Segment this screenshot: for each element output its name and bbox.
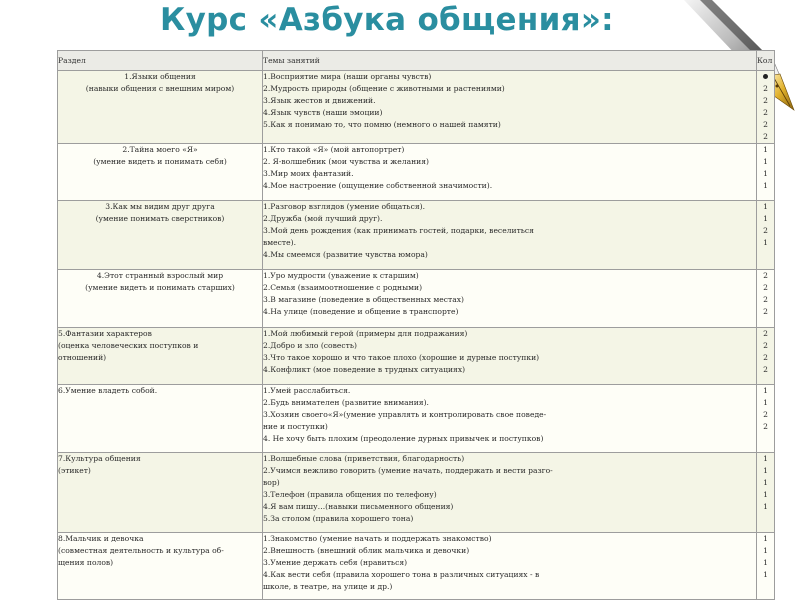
table-row bbox=[58, 201, 775, 270]
section-text: (совместная деятельность и культура об- bbox=[58, 546, 224, 555]
section-cell bbox=[58, 270, 263, 328]
count-value: 1 bbox=[763, 214, 768, 223]
topic-text: 4.Я вам пишу…(навыки письменного общения) bbox=[263, 502, 454, 511]
topic-text: 3.Мир моих фантазий. bbox=[263, 169, 354, 178]
header-count: Кол bbox=[757, 51, 775, 71]
table-row bbox=[58, 385, 775, 453]
topic-text: 5.За столом (правила хорошего тона) bbox=[263, 514, 414, 523]
section-text: (умение видеть и понимать старших) bbox=[85, 283, 235, 292]
count-value: 2 bbox=[763, 410, 768, 419]
section-text: (оценка человеческих поступков и bbox=[58, 341, 199, 350]
count-value: 1 bbox=[763, 534, 768, 543]
topics-cell bbox=[263, 270, 757, 328]
topic-text: 4.Язык чувств (наши эмоции) bbox=[263, 108, 383, 117]
section-text: 7.Культура общения bbox=[58, 454, 141, 463]
count-value: 2 bbox=[763, 283, 768, 292]
count-value: 1 bbox=[763, 238, 768, 247]
topics-cell bbox=[263, 71, 757, 144]
topic-text: 2.Внешность (внешний облик мальчика и девочки) bbox=[263, 546, 470, 555]
count-value: 2 bbox=[763, 271, 768, 280]
topic-text: 3.Что такое хорошо и что такое плохо (хорошие и дурные поступки) bbox=[263, 353, 540, 362]
table-row bbox=[58, 328, 775, 385]
topic-text: вор) bbox=[263, 478, 280, 487]
section-text: 4.Этот странный взрослый мир bbox=[96, 271, 224, 280]
topic-text: 3.Умение держать себя (нравиться) bbox=[263, 558, 408, 567]
page-title: Курс «Азбука общения»: bbox=[160, 2, 614, 38]
topics-cell bbox=[263, 201, 757, 270]
count-cell bbox=[757, 385, 775, 453]
topic-text: 4.Как вести себя (правила хорошего тона в различных ситуациях - в bbox=[263, 570, 540, 579]
topics-cell bbox=[263, 328, 757, 385]
count-value: 2 bbox=[763, 307, 768, 316]
topic-text: школе, в театре, на улице и др.) bbox=[263, 582, 393, 591]
topic-text: 3.Хозяин своего«Я»(умение управлять и контролировать свое поведе- bbox=[263, 410, 547, 419]
count-value: 2 bbox=[763, 295, 768, 304]
count-value: 1 bbox=[763, 386, 768, 395]
section-cell bbox=[58, 201, 263, 270]
count-value: 1 bbox=[763, 157, 768, 166]
table-row bbox=[58, 144, 775, 201]
count-value: 2 bbox=[763, 84, 768, 93]
section-cell bbox=[58, 453, 263, 533]
section-cell bbox=[58, 533, 263, 600]
section-text: 6.Умение владеть собой. bbox=[58, 386, 158, 395]
topic-text: 4.На улице (поведение и общение в транспорте) bbox=[263, 307, 459, 316]
section-text: (умение понимать сверстников) bbox=[95, 214, 225, 223]
count-cell bbox=[757, 71, 775, 144]
topic-text: 2.Учимся вежливо говорить (умение начать, поддержать и вести разго- bbox=[263, 466, 553, 475]
topic-text: 1.Разговор взглядов (умение общаться). bbox=[263, 202, 425, 211]
topic-text: 4. Не хочу быть плохим (преодоление дурных привычек и поступков) bbox=[263, 434, 544, 443]
topic-text: 2.Мудрость природы (общение с животными и растениями) bbox=[263, 84, 505, 93]
count-value: 2 bbox=[763, 120, 768, 129]
count-value: 1 bbox=[763, 558, 768, 567]
count-value: 1 bbox=[763, 478, 768, 487]
section-text: 5.Фантазии характеров bbox=[58, 329, 152, 338]
topic-text: 3.В магазине (поведение в общественных местах) bbox=[263, 295, 465, 304]
count-cell bbox=[757, 328, 775, 385]
topic-text: 2.Семья (взаимоотношение с родными) bbox=[263, 283, 423, 292]
count-value: 2 bbox=[763, 96, 768, 105]
topic-text: 1.Кто такой «Я» (мой автопортрет) bbox=[263, 145, 405, 154]
topic-text: 2.Будь внимателен (развитие внимания). bbox=[263, 398, 429, 407]
table-header-row bbox=[58, 51, 775, 71]
topic-text: ние и поступки) bbox=[263, 422, 328, 431]
topic-text: 2. Я-волшебник (мои чувства и желания) bbox=[263, 157, 429, 166]
count-value: 1 bbox=[763, 570, 768, 579]
header-topics: Темы занятий bbox=[263, 51, 757, 71]
section-text: 8.Мальчик и девочка bbox=[58, 534, 144, 543]
count-cell bbox=[757, 201, 775, 270]
count-cell bbox=[757, 453, 775, 533]
count-value: 2 bbox=[763, 341, 768, 350]
count-cell bbox=[757, 533, 775, 600]
count-value: 2 bbox=[763, 353, 768, 362]
count-value: 2 bbox=[763, 226, 768, 235]
header-section: Раздел bbox=[58, 51, 263, 71]
topics-cell bbox=[263, 533, 757, 600]
count-value: 2 bbox=[763, 108, 768, 117]
section-text: 2.Тайна моего «Я» bbox=[122, 145, 198, 154]
count-value: 1 bbox=[763, 398, 768, 407]
topic-text: 1.Восприятие мира (наши органы чувств) bbox=[263, 72, 432, 81]
topic-text: 3.Мой день рождения (как принимать гостей, подарки, веселиться bbox=[263, 226, 534, 235]
count-cell bbox=[757, 144, 775, 201]
topic-text: вместе). bbox=[263, 238, 297, 247]
topics-cell bbox=[263, 385, 757, 453]
section-text: отношений) bbox=[58, 353, 107, 362]
table-row bbox=[58, 533, 775, 600]
topic-text: 2.Дружба (мой лучший друг). bbox=[263, 214, 383, 223]
topic-text: 4.Мы смеемся (развитие чувства юмора) bbox=[263, 250, 428, 259]
section-text: (этикет) bbox=[58, 466, 91, 475]
section-text: (навыки общения с внешним миром) bbox=[85, 84, 235, 93]
count-cell bbox=[757, 270, 775, 328]
section-cell bbox=[58, 385, 263, 453]
section-text: 3.Как мы видим друг друга bbox=[105, 202, 215, 211]
count-value: 1 bbox=[763, 145, 768, 154]
count-value: 1 bbox=[763, 454, 768, 463]
table-row bbox=[58, 71, 775, 144]
topic-text: 1.Умей расслабиться. bbox=[263, 386, 351, 395]
course-table bbox=[57, 50, 775, 600]
count-value: 1 bbox=[763, 546, 768, 555]
topic-text: 3.Язык жестов и движений. bbox=[263, 96, 376, 105]
topic-text: 5.Как я понимаю то, что помню (немного о нашей памяти) bbox=[263, 120, 501, 129]
count-value: 2 bbox=[763, 329, 768, 338]
count-value: 1 bbox=[763, 202, 768, 211]
topic-text: 4.Мое настроение (ощущение собственной значимости). bbox=[263, 181, 493, 190]
count-value: 1 bbox=[763, 466, 768, 475]
section-cell bbox=[58, 328, 263, 385]
section-text: (умение видеть и понимать себя) bbox=[93, 157, 227, 166]
topic-text: 4.Конфликт (мое поведение в трудных ситуациях) bbox=[263, 365, 466, 374]
topic-text: 2.Добро и зло (совесть) bbox=[263, 341, 357, 350]
section-cell bbox=[58, 144, 263, 201]
topic-text: 1.Волшебные слова (приветствия, благодарность) bbox=[263, 454, 465, 463]
count-value: 1 bbox=[763, 169, 768, 178]
count-value: 1 bbox=[763, 181, 768, 190]
table-row bbox=[58, 270, 775, 328]
count-value: 2 bbox=[763, 365, 768, 374]
topics-cell bbox=[263, 453, 757, 533]
table-row bbox=[58, 453, 775, 533]
bullet-dot-icon bbox=[757, 71, 774, 83]
section-text: щения полов) bbox=[58, 558, 114, 567]
topic-text: 1.Знакомство (умение начать и поддержать знакомство) bbox=[263, 534, 492, 543]
topic-text: 1.Уро мудрости (уважение к старшим) bbox=[263, 271, 419, 280]
count-value: 1 bbox=[763, 490, 768, 499]
topics-cell bbox=[263, 144, 757, 201]
topic-text: 3.Телефон (правила общения по телефону) bbox=[263, 490, 437, 499]
section-text: 1.Языки общения bbox=[124, 72, 196, 81]
count-value: 2 bbox=[763, 422, 768, 431]
count-value: 1 bbox=[763, 502, 768, 511]
topic-text: 1.Мой любимый герой (примеры для подражания) bbox=[263, 329, 468, 338]
section-cell bbox=[58, 71, 263, 144]
count-value: 2 bbox=[763, 132, 768, 141]
